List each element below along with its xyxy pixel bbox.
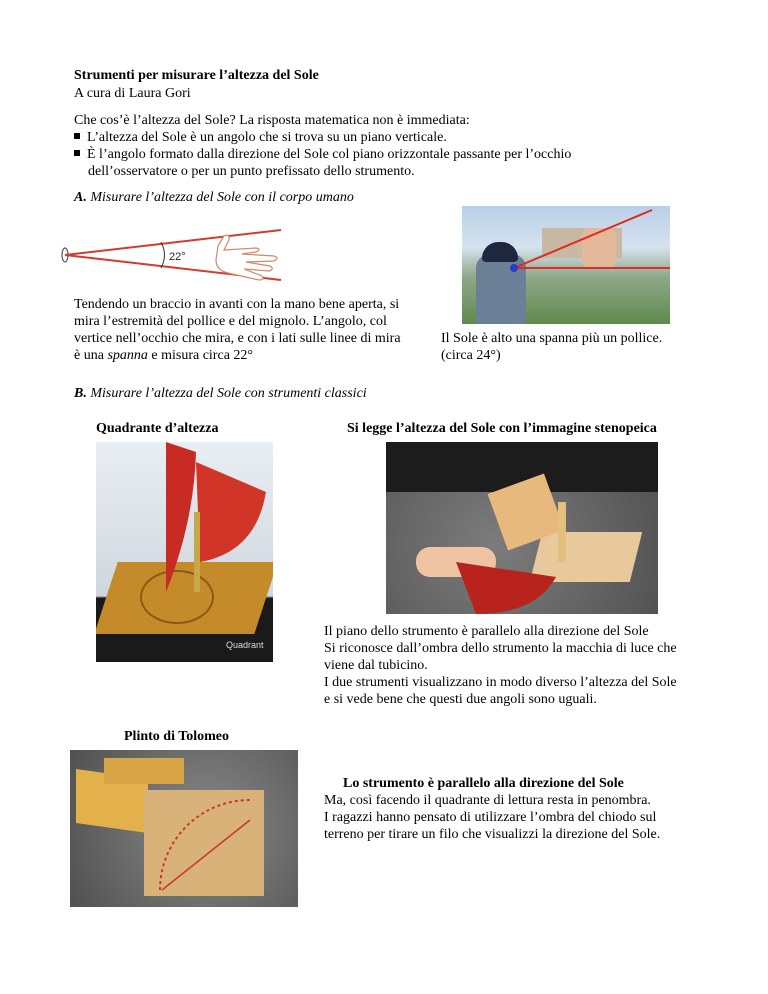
bullet-1-text: L’altezza del Sole è un angolo che si trova su un piano verticale.	[87, 130, 447, 145]
section-a-title: Misurare l’altezza del Sole con il corpo umano	[90, 190, 354, 205]
pinhole-text-4: I due strumenti visualizzano in modo diverso l’altezza del Sole	[324, 675, 677, 690]
section-a-letter: A.	[74, 190, 87, 205]
plinth-text-3: terreno per tirare un filo che visualizzi la direzione del Sole.	[324, 827, 661, 842]
span-term: spanna	[107, 348, 148, 363]
boy-measuring-photo	[462, 206, 670, 324]
bullet-icon	[74, 133, 80, 139]
span-text-4: è una spanna e misura circa 22°	[74, 348, 253, 363]
boy-caption-2: (circa 24°)	[441, 348, 501, 363]
plinth-text-1: Ma, così facendo il quadrante di lettura resta in penombra.	[324, 793, 651, 808]
sight-lines-overlay	[462, 206, 670, 324]
plinth-title: Plinto di Tolomeo	[124, 729, 230, 744]
intro-bullet-1	[74, 129, 447, 146]
pinhole-title: Si legge l’altezza del Sole con l’immagine stenopeica	[347, 421, 657, 436]
pinhole-text-5: e si vede bene che questi due angoli sono uguali.	[324, 692, 597, 707]
plinth-subtitle: Lo strumento è parallelo alla direzione del Sole	[343, 776, 624, 791]
angle-arc	[161, 242, 165, 268]
intro-bullet-2-cont: dell’osservatore o per un punto prefissato dello strumento.	[88, 164, 415, 179]
bullet-icon	[74, 150, 80, 156]
plinth-quadrant-marks	[70, 750, 298, 907]
quadrant-photo	[96, 442, 273, 662]
quadrant-sail	[96, 442, 273, 662]
boy-caption-1: Il Sole è alto una spanna più un pollice.	[441, 331, 663, 346]
span-text-3: vertice nell’occhio che mira, e con i lati sulle linee di mira	[74, 331, 401, 346]
section-b-title: Misurare l’altezza del Sole con strumenti classici	[90, 386, 367, 401]
document-title: Strumenti per misurare l’altezza del Sole	[74, 68, 319, 83]
pinhole-text-1: Il piano dello strumento è parallelo alla direzione del Sole	[324, 624, 649, 639]
plinth-text-2: I ragazzi hanno pensato di utilizzare l’ombra del chiodo sul	[324, 810, 657, 825]
quadrant-title: Quadrante d’altezza	[96, 421, 219, 436]
pinhole-photo	[386, 442, 658, 614]
intro-bullet-2	[74, 146, 571, 163]
section-b-heading	[74, 385, 367, 402]
span-text-1: Tendendo un braccio in avanti con la mano bene aperta, si	[74, 297, 400, 312]
intro-question: Che cos’è l’altezza del Sole? La risposta matematica non è immediata:	[74, 113, 470, 128]
section-a-heading	[74, 189, 354, 206]
span-text-2: mira l’estremità del pollice e del mignolo. L’angolo, col	[74, 314, 387, 329]
angle-label: 22°	[169, 251, 186, 263]
bullet-2-text: È l’angolo formato dalla direzione del Sole col piano orizzontale passante per l’occhio	[87, 147, 572, 162]
pinhole-text-2: Si riconosce dall’ombra dello strumento la macchia di luce che	[324, 641, 677, 656]
section-b-letter: B.	[74, 386, 87, 401]
plinth-photo	[70, 750, 298, 907]
hand-span-diagram	[56, 228, 296, 288]
quadrant-label: Quadrant	[226, 640, 264, 650]
pinhole-instrument	[386, 442, 658, 614]
author-line: A cura di Laura Gori	[74, 86, 191, 101]
pinhole-text-3: viene dal tubicino.	[324, 658, 428, 673]
